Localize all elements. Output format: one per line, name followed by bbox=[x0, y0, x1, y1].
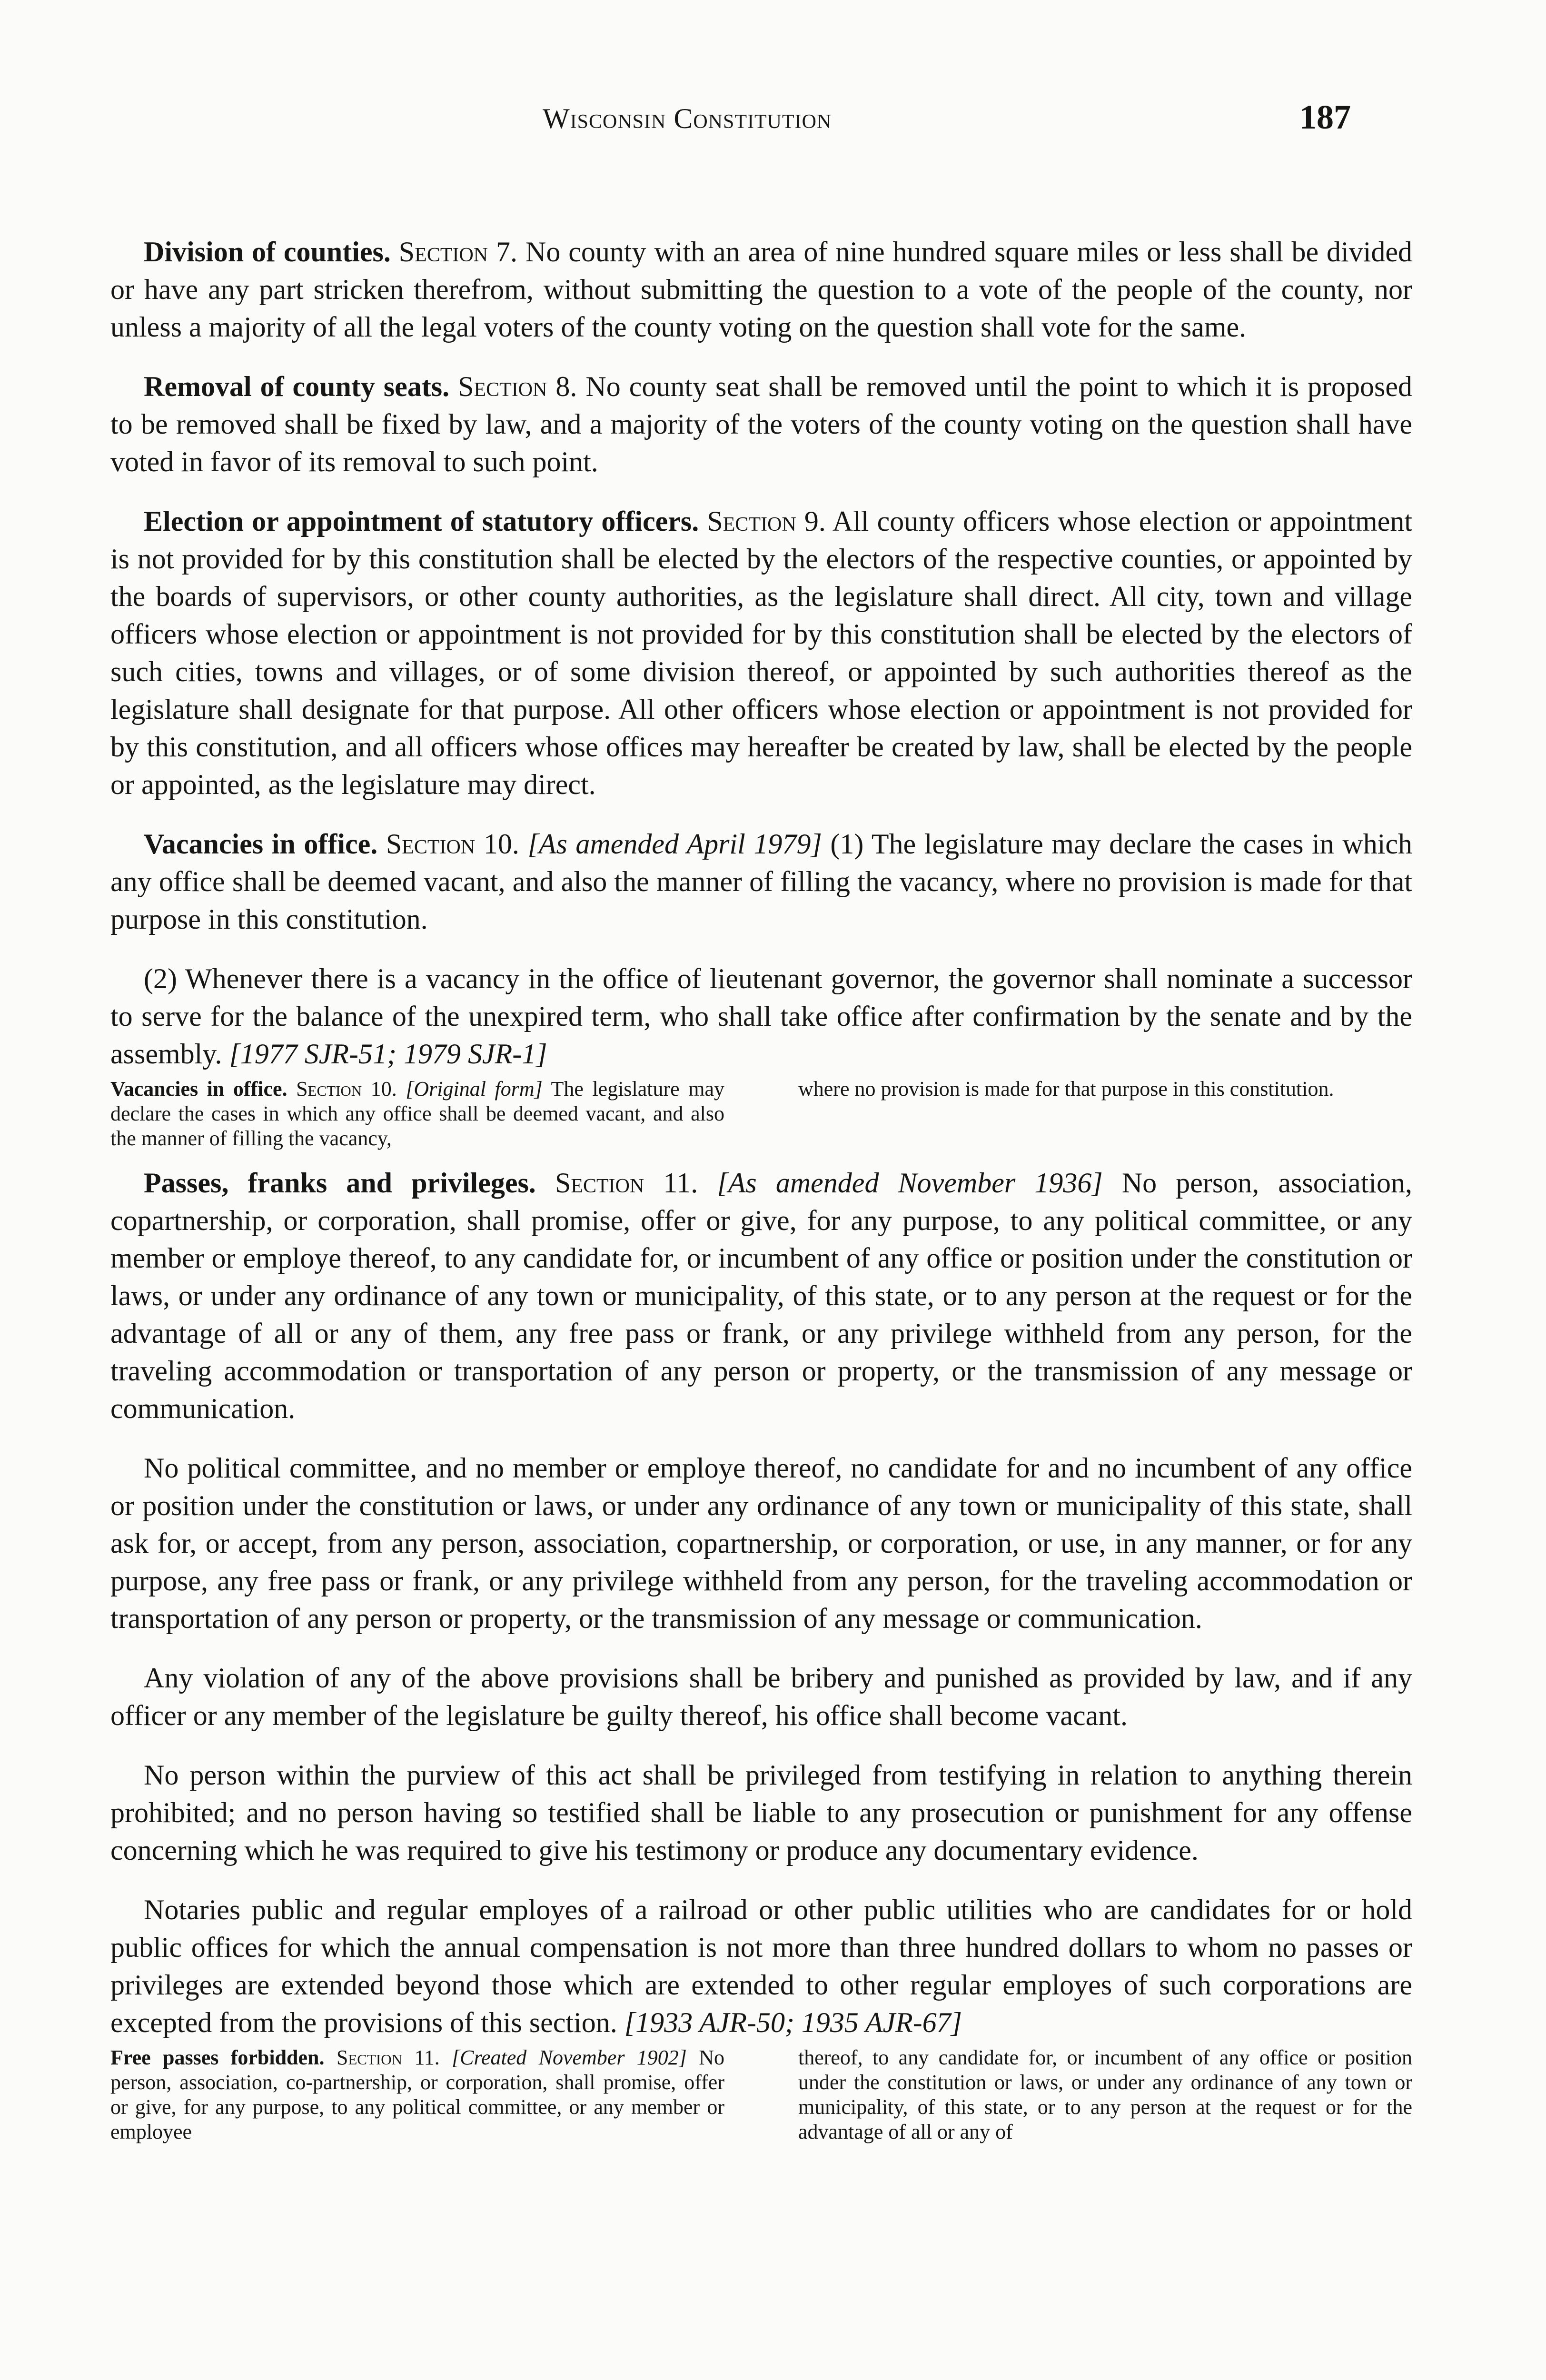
section-text: No person, association, copartnership, or corporation, shall promise, offer or give, for any purpose, to any political committee, or any member or employe thereof, to any candidate for, or incumbent of any office or position under the constitution or laws, or under any ordinance of any town or municipality, of this state, or to any person at the request or for the advantage of all or any of them, any free pass or frank, or any privilege withheld from any person, for the traveling accommodation or transportation of any person or property, or the transmission of any message or communication. bbox=[110, 1167, 1412, 1424]
section-heading: Vacancies in office. bbox=[144, 828, 378, 860]
section-heading: Division of counties. bbox=[144, 236, 391, 268]
section-number: Section 10. bbox=[386, 828, 519, 860]
section-heading: Passes, franks and privileges. bbox=[144, 1167, 536, 1199]
section-11-paragraph-5 bbox=[110, 1891, 1412, 2042]
amendment-note: [As amended April 1979] bbox=[527, 828, 822, 860]
note-column-right: where no provision is made for that purpose in this constitution. bbox=[798, 1077, 1334, 1101]
document-body bbox=[110, 233, 1412, 2158]
original-form-note-11 bbox=[110, 2045, 1412, 2144]
citation: [1933 AJR-50; 1935 AJR-67] bbox=[624, 2007, 962, 2038]
section-text: No county with an area of nine hundred square miles or less shall be divided or have any part stricken therefrom, without submitting the question to a vote of the people of the county, nor unless a majority of all the legal voters of the county voting on the question shall vote for the same. bbox=[110, 236, 1413, 343]
section-11-paragraph-3: Any violation of any of the above provisions shall be bribery and punished as provided by law, and if any officer or any member of the legislature be guilty thereof, his office shall become vacant. bbox=[110, 1662, 1412, 1731]
section-number: Section 8. bbox=[458, 371, 577, 402]
section-text: (2) Whenever there is a vacancy in the office of lieutenant governor, the governor shall nominate a successor to serve for the balance of the unexpired term, who shall take office after confirmation by the senate and by the assembly. bbox=[110, 963, 1412, 1070]
section-text: No county seat shall be removed until the point to which it is proposed to be removed shall be fixed by law, and a majority of the voters of the county voting on the question shall have voted in favor of its removal to such point. bbox=[110, 371, 1413, 477]
section-heading: Removal of county seats. bbox=[144, 371, 450, 402]
note-text: No person, association, co-partnership, or corporation, shall promise, offer or give, for any purpose, to any political committee, or any member or employee bbox=[110, 2046, 725, 2143]
page-number: 187 bbox=[1299, 98, 1351, 136]
note-heading: Vacancies in office. bbox=[110, 1077, 287, 1101]
section-heading: Election or appointment of statutory officers. bbox=[144, 506, 699, 537]
amendment-note: [As amended November 1936] bbox=[717, 1167, 1103, 1199]
section-text: All county officers whose election or appointment is not provided for by this constitution shall be elected by the electors of the respective counties, or appointed by the boards of supervisors, or other county authorities, as the legislature shall direct. All city, town and village officers whose election or appointment is not provided for by this constitution shall be elected by the electors of such cities, towns and villages, or of some division thereof, or appointed by such authorities thereof as the legislature shall designate for that purpose. All other officers whose election or appointment is not provided for by this constitution, and all officers whose offices may hereafter be created by law, shall be elected by the people or appointed, as the legislature may direct. bbox=[110, 506, 1413, 800]
section-number: Section 9. bbox=[707, 506, 826, 537]
section-11-paragraph-2: No political committee, and no member or employe thereof, no candidate for and no incumbent of any office or position under the constitution or laws, or under any ordinance of any town or municipality of this state, shall ask for, or accept, from any person, association, copartnership, or corporation, or use, in any manner, or for any purpose, any free pass or frank, or any privilege withheld from any person, for the traveling accommodation or transportation of any person or property, or the transmission of any message or communication. bbox=[110, 1452, 1412, 1634]
section-7-paragraph bbox=[110, 233, 1412, 346]
section-text: (1) The legislature may declare the cases in which any office shall be deemed vacant, and also the manner of filling the vacancy, where no provision is made for that purpose in this constitution. bbox=[110, 828, 1413, 935]
note-text: The legislature may declare the cases in which any office shall be deemed vacant, and also the manner of filling the vacancy, bbox=[110, 1077, 724, 1150]
section-8-paragraph bbox=[110, 368, 1412, 481]
section-10-subsection-2 bbox=[110, 960, 1412, 1073]
section-11-paragraph bbox=[110, 1164, 1412, 1428]
note-form: [Created November 1902] bbox=[452, 2046, 687, 2069]
original-form-note-10 bbox=[110, 1077, 1412, 1151]
section-text: Notaries public and regular employes of a railroad or other public utilities who are candidates for or hold public offices for which the annual compensation is not more than three hundred dollars to whom no passes or privileges are extended beyond those which are extended to other regular employes of such corporations are excepted from the provisions of this section. bbox=[110, 1894, 1412, 2038]
note-column-left bbox=[110, 2045, 724, 2144]
note-section: Section 11. bbox=[336, 2046, 440, 2069]
section-number: Section 7. bbox=[398, 236, 518, 268]
note-section: Section 10. bbox=[296, 1077, 397, 1101]
note-column-left bbox=[110, 1077, 724, 1151]
section-number: Section 11. bbox=[555, 1167, 698, 1199]
citation: [1977 SJR-51; 1979 SJR-1] bbox=[229, 1038, 547, 1070]
section-11-paragraph-4: No person within the purview of this act shall be privileged from testifying in relation to anything therein prohibited; and no person having so testified shall be liable to any prosecution or punishment for any offense concerning which he was required to give his testimony or produce any documentary evidence. bbox=[110, 1759, 1412, 1866]
note-heading: Free passes forbidden. bbox=[110, 2046, 325, 2069]
running-head: Wisconsin Constitution bbox=[543, 103, 832, 134]
section-10-paragraph bbox=[110, 825, 1412, 938]
section-9-paragraph bbox=[110, 503, 1412, 803]
note-column-right: thereof, to any candidate for, or incumbent of any office or position under the constitution or laws, or under any ordinance of any town or municipality, of this state, or to any person at the request or for the advantage of all or any of bbox=[798, 2046, 1412, 2143]
note-form: [Original form] bbox=[406, 1077, 543, 1101]
